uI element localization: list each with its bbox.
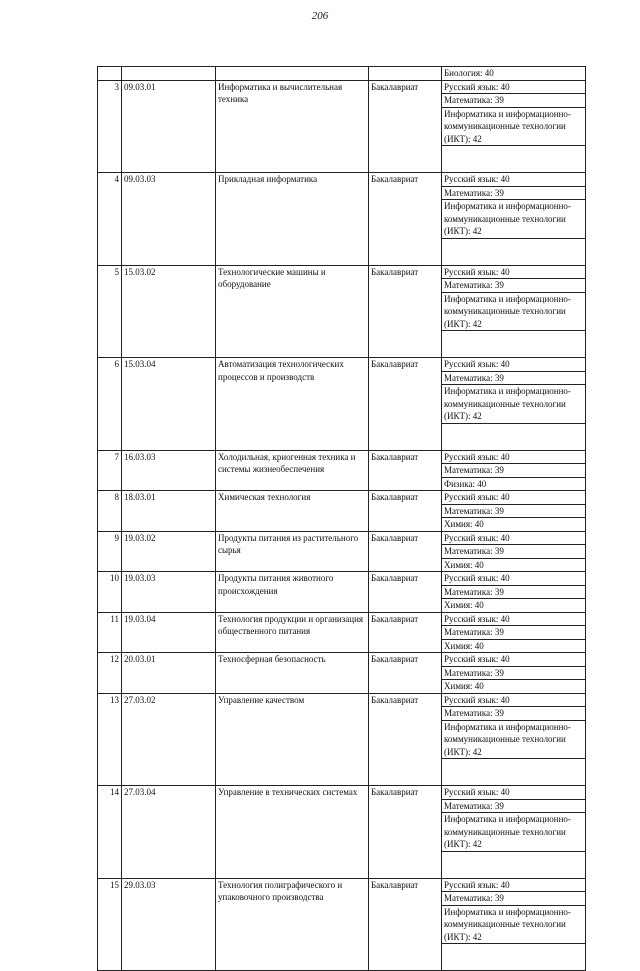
subject-cell: Русский язык: 40 — [442, 693, 586, 707]
table-row — [98, 450, 586, 464]
subject-cell: Математика: 39 — [442, 94, 586, 108]
subject-cell: Математика: 39 — [442, 464, 586, 478]
table-row — [98, 80, 586, 94]
subject-cell: Математика: 39 — [442, 707, 586, 721]
row-number-cell: 3 — [98, 80, 122, 173]
row-number-cell: 8 — [98, 491, 122, 532]
row-number-cell: 7 — [98, 450, 122, 491]
subject-cell: Русский язык: 40 — [442, 173, 586, 187]
empty-subject-cell — [442, 851, 586, 878]
subject-cell: Физика: 40 — [442, 477, 586, 491]
subject-cell: Информатика и информационно-коммуникационные технологии (ИКТ): 42 — [442, 107, 586, 146]
program-name-cell: Продукты питания из растительного сырья — [216, 531, 369, 572]
level-cell: Бакалавриат — [369, 450, 442, 491]
table-row — [98, 173, 586, 187]
program-name-cell — [216, 67, 369, 81]
row-number-cell: 10 — [98, 572, 122, 613]
page-number: 206 — [311, 10, 329, 22]
subject-cell: Химия: 40 — [442, 518, 586, 532]
empty-subject-cell — [442, 423, 586, 450]
row-number-cell — [98, 67, 122, 81]
code-cell: 09.03.03 — [122, 173, 216, 266]
code-cell: 27.03.02 — [122, 693, 216, 786]
row-number-cell: 6 — [98, 358, 122, 451]
code-cell — [122, 67, 216, 81]
empty-subject-cell — [442, 146, 586, 173]
table-body — [98, 67, 586, 971]
level-cell: Бакалавриат — [369, 653, 442, 694]
program-name-cell: Информатика и вычислительная техника — [216, 80, 369, 173]
subject-cell: Русский язык: 40 — [442, 878, 586, 892]
level-cell: Бакалавриат — [369, 265, 442, 358]
subject-cell: Русский язык: 40 — [442, 265, 586, 279]
code-cell: 15.03.02 — [122, 265, 216, 358]
subject-cell: Химия: 40 — [442, 680, 586, 694]
row-number-cell: 9 — [98, 531, 122, 572]
row-number-cell: 4 — [98, 173, 122, 266]
table-row — [98, 693, 586, 707]
program-name-cell: Химическая технология — [216, 491, 369, 532]
subject-cell: Математика: 39 — [442, 799, 586, 813]
subject-cell: Русский язык: 40 — [442, 450, 586, 464]
subject-cell: Информатика и информационно-коммуникационные технологии (ИКТ): 42 — [442, 720, 586, 759]
program-name-cell: Техносферная безопасность — [216, 653, 369, 694]
row-number-cell: 12 — [98, 653, 122, 694]
empty-subject-cell — [442, 331, 586, 358]
empty-subject-cell — [442, 944, 586, 971]
empty-subject-cell — [442, 759, 586, 786]
level-cell — [369, 67, 442, 81]
subject-cell: Химия: 40 — [442, 599, 586, 613]
program-name-cell: Автоматизация технологических процессов и производств — [216, 358, 369, 451]
code-cell: 20.03.01 — [122, 653, 216, 694]
subject-cell: Математика: 39 — [442, 504, 586, 518]
subject-cell: Информатика и информационно-коммуникационные технологии (ИКТ): 42 — [442, 905, 586, 944]
subject-cell: Математика: 39 — [442, 585, 586, 599]
level-cell: Бакалавриат — [369, 531, 442, 572]
level-cell: Бакалавриат — [369, 612, 442, 653]
table-row-header-continuation — [98, 67, 586, 81]
subject-cell: Русский язык: 40 — [442, 531, 586, 545]
subject-cell: Русский язык: 40 — [442, 653, 586, 667]
program-name-cell: Технология продукции и организация общественного питания — [216, 612, 369, 653]
program-name-cell: Продукты питания животного происхождения — [216, 572, 369, 613]
subject-cell: Русский язык: 40 — [442, 612, 586, 626]
subject-cell: Математика: 39 — [442, 371, 586, 385]
table-row — [98, 265, 586, 279]
program-name-cell: Управление качеством — [216, 693, 369, 786]
subject-cell: Химия: 40 — [442, 639, 586, 653]
subject-cell: Русский язык: 40 — [442, 786, 586, 800]
subject-cell: Русский язык: 40 — [442, 572, 586, 586]
program-name-cell: Технологические машины и оборудование — [216, 265, 369, 358]
program-name-cell: Управление в технических системах — [216, 786, 369, 879]
table-row — [98, 653, 586, 667]
subject-cell: Математика: 39 — [442, 186, 586, 200]
table-row — [98, 612, 586, 626]
table-row — [98, 531, 586, 545]
program-name-cell: Прикладная информатика — [216, 173, 369, 266]
subject-cell: Математика: 39 — [442, 545, 586, 559]
code-cell: 29.03.03 — [122, 878, 216, 971]
level-cell: Бакалавриат — [369, 173, 442, 266]
subject-cell: Биология: 40 — [442, 67, 586, 81]
subject-cell: Информатика и информационно-коммуникационные технологии (ИКТ): 42 — [442, 813, 586, 852]
subject-cell: Информатика и информационно-коммуникационные технологии (ИКТ): 42 — [442, 200, 586, 239]
subject-cell: Математика: 39 — [442, 666, 586, 680]
level-cell: Бакалавриат — [369, 693, 442, 786]
code-cell: 27.03.04 — [122, 786, 216, 879]
table-row — [98, 491, 586, 505]
row-number-cell: 13 — [98, 693, 122, 786]
subject-cell: Математика: 39 — [442, 892, 586, 906]
level-cell: Бакалавриат — [369, 358, 442, 451]
table-row — [98, 786, 586, 800]
code-cell: 19.03.03 — [122, 572, 216, 613]
subject-cell: Математика: 39 — [442, 279, 586, 293]
level-cell: Бакалавриат — [369, 878, 442, 971]
subject-cell: Информатика и информационно-коммуникационные технологии (ИКТ): 42 — [442, 292, 586, 331]
code-cell: 15.03.04 — [122, 358, 216, 451]
table-row — [98, 358, 586, 372]
row-number-cell: 14 — [98, 786, 122, 879]
code-cell: 09.03.01 — [122, 80, 216, 173]
program-name-cell: Холодильная, криогенная техника и системы жизнеобеспечения — [216, 450, 369, 491]
level-cell: Бакалавриат — [369, 491, 442, 532]
subject-cell: Химия: 40 — [442, 558, 586, 572]
admission-table — [97, 66, 586, 971]
level-cell: Бакалавриат — [369, 572, 442, 613]
empty-subject-cell — [442, 238, 586, 265]
code-cell: 18.03.01 — [122, 491, 216, 532]
subject-cell: Математика: 39 — [442, 626, 586, 640]
program-name-cell: Технология полиграфического и упаковочного производства — [216, 878, 369, 971]
level-cell: Бакалавриат — [369, 80, 442, 173]
subject-cell: Информатика и информационно-коммуникационные технологии (ИКТ): 42 — [442, 385, 586, 424]
table-row — [98, 878, 586, 892]
subject-cell: Русский язык: 40 — [442, 80, 586, 94]
row-number-cell: 15 — [98, 878, 122, 971]
subject-cell: Русский язык: 40 — [442, 358, 586, 372]
code-cell: 19.03.04 — [122, 612, 216, 653]
row-number-cell: 11 — [98, 612, 122, 653]
subject-cell: Русский язык: 40 — [442, 491, 586, 505]
level-cell: Бакалавриат — [369, 786, 442, 879]
code-cell: 19.03.02 — [122, 531, 216, 572]
table-row — [98, 572, 586, 586]
row-number-cell: 5 — [98, 265, 122, 358]
code-cell: 16.03.03 — [122, 450, 216, 491]
